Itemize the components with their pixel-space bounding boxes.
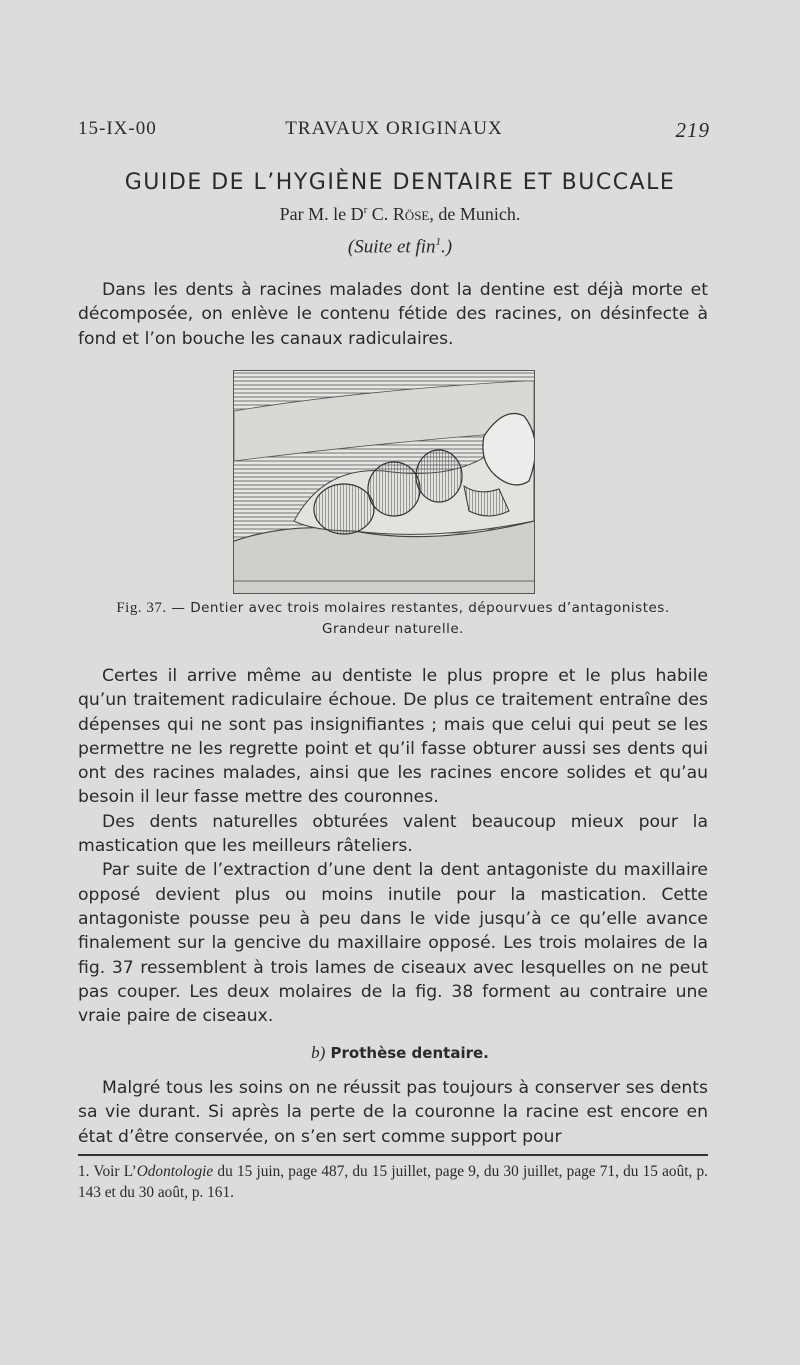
continuation-end: .) <box>441 236 453 258</box>
main-paragraph-block <box>78 664 708 1028</box>
byline-mid: C. <box>367 204 393 224</box>
page-number: 219 <box>675 118 710 142</box>
figure-caption <box>78 598 708 640</box>
closing-paragraph-block <box>78 1076 708 1149</box>
article-byline <box>0 204 800 225</box>
denture-engraving <box>234 371 534 593</box>
footnote-before: 1. Voir L’ <box>78 1163 137 1180</box>
continuation-note <box>0 236 800 258</box>
article-title: GUIDE DE L’HYGIÈNE DENTAIRE ET BUCCALE <box>124 170 676 195</box>
issue-date: 15-IX-00 <box>78 118 157 139</box>
molar-2 <box>368 462 420 516</box>
author-name: Röse <box>392 204 430 224</box>
paragraph: Dans les dents à racines malades dont la dentine est déjà morte et décomposée, on enlève le contenu fétide des racines, on désinfecte à fond et l’on bouche les canaux radiculaires. <box>78 280 708 349</box>
footnote-after: du 15 juin, page 487, du 15 juillet, page 9, du 30 juillet, page 71, du 15 août, p. 143 et du 30 août, p. 161. <box>78 1163 708 1201</box>
continuation-text: (Suite et fin <box>347 236 436 258</box>
footnote-rule <box>78 1154 708 1156</box>
byline-sup: r <box>363 204 368 216</box>
molar-3 <box>416 450 462 502</box>
paragraph: Certes il arrive même au dentiste le plus propre et le plus habile qu’un traitement radiculaire échoue. De plus ce traitement entraîne des dépenses qui ne sont pas insignifiantes ; mais que celui qui peut se les permettre ne les regrette point et qu’il fasse obturer aussi ses dents qui ont des racines malades, ainsi que les racines encore solides et qu’au besoin il leur fasse mettre des couronnes. <box>78 666 708 808</box>
molar-1 <box>314 484 374 534</box>
footnote-ref: 1 <box>435 236 441 248</box>
running-head <box>78 118 710 144</box>
journal-title: Odontologie <box>136 1163 214 1180</box>
paragraph: Malgré tous les soins on ne réussit pas toujours à conserver ses dents sa vie durant. Si après la perte de la couronne la racine est encore en état d’être conservée, on s’en sert comme support pour <box>78 1078 708 1147</box>
intro-paragraph-block <box>78 278 708 351</box>
footnote <box>78 1161 708 1203</box>
byline-suffix: , de Munich. <box>429 204 521 224</box>
paragraph: Des dents naturelles obturées valent beaucoup mieux pour la mastication que les meilleurs râteliers. <box>78 811 708 857</box>
byline-prefix: Par M. le D <box>279 204 364 224</box>
paragraph: Par suite de l’extraction d’une dent la dent antagoniste du maxillaire opposé devient plus ou moins inutile pour la mastication. Cette antagoniste pousse peu à peu dans le vide jusqu’à ce qu’elle avance finalement sur la gencive du maxillaire opposé. Les trois molaires de la fig. 37 ressemblent à trois lames de ciseaux avec lesquelles on ne peut pas couper. Les deux molaires de la fig. 38 forment au contraire une vraie paire de ciseaux. <box>78 860 708 1027</box>
caption-line-2: Grandeur naturelle. <box>322 621 464 637</box>
subsection-heading <box>0 1043 800 1063</box>
dental-illustration <box>233 370 535 594</box>
caption-line-1 <box>78 598 708 619</box>
subsection-title: Prothèse dentaire. <box>325 1044 489 1062</box>
caption-text: — Dentier avec trois molaires restantes, dépourvues d’antagonistes. <box>166 600 670 616</box>
figure-label: Fig. 37. <box>116 600 167 616</box>
subsection-letter: b) <box>311 1043 326 1062</box>
section-title: TRAVAUX ORIGINAUX <box>285 118 503 139</box>
